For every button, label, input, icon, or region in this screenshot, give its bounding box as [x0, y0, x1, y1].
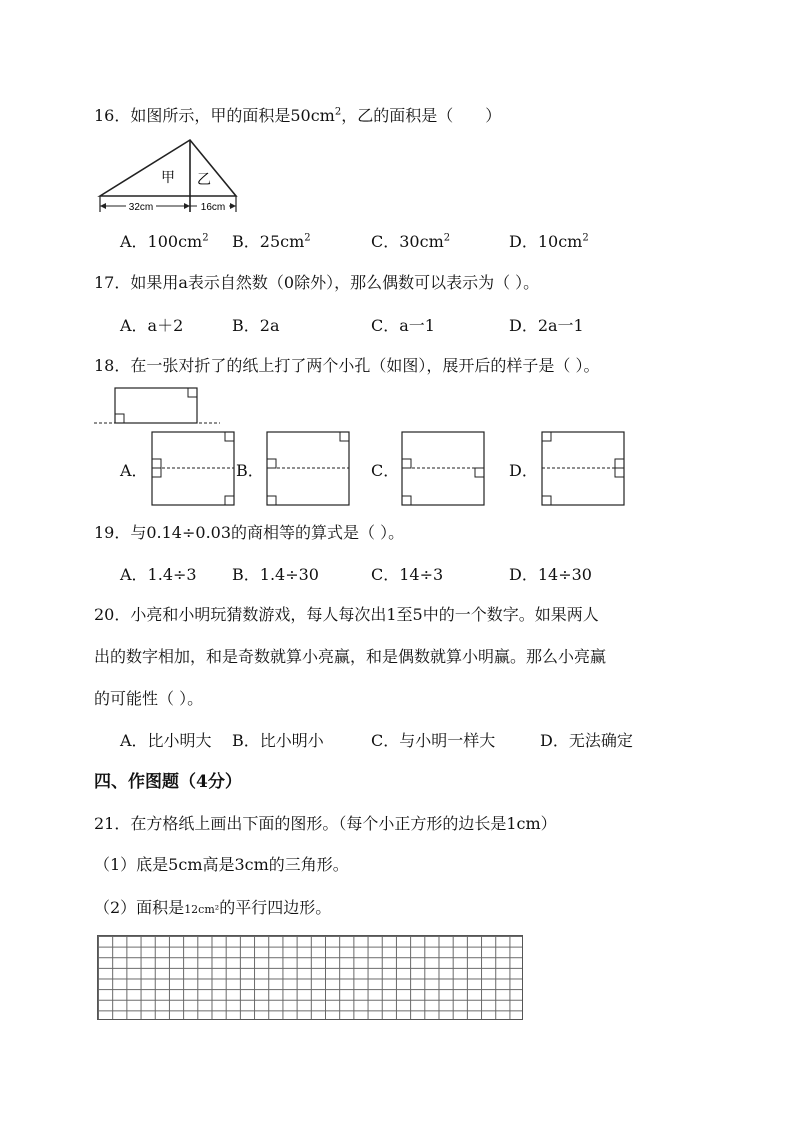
- opt-text: B．25cm: [232, 232, 305, 251]
- opt-sup: 2: [202, 232, 209, 244]
- arrow-left: [100, 203, 106, 209]
- q18-option-a-figure: [150, 431, 236, 507]
- opt-text: A．100cm: [120, 232, 203, 251]
- q18-option-a[interactable]: A．: [120, 461, 148, 480]
- q18-folded-paper-figure: [92, 386, 224, 428]
- q20-line2: 出的数字相加，和是奇数就算小亮赢，和是偶数就算小明赢。那么小亮赢: [94, 647, 607, 666]
- q16-option-a[interactable]: [120, 232, 209, 252]
- q16-stem: [94, 106, 501, 126]
- q21-sub2: [94, 898, 331, 920]
- q19-option-d[interactable]: D．14÷30: [509, 565, 592, 584]
- label-yi: 乙: [197, 172, 211, 188]
- q17-option-a[interactable]: A．a＋2: [120, 316, 184, 335]
- q21-stem: 21．在方格纸上画出下面的图形。（每个小正方形的边长是1cm）: [94, 814, 557, 833]
- q18-option-b-figure: [265, 431, 351, 507]
- dim-left-label: 32cm: [128, 202, 154, 213]
- hole-right: [188, 388, 197, 397]
- q19-option-a[interactable]: A．1.4÷3: [120, 565, 197, 584]
- q19-option-b[interactable]: B．1.4÷30: [232, 565, 319, 584]
- opt-sup: 2: [582, 232, 589, 244]
- opt-text: D．10cm: [509, 232, 583, 251]
- q21-sub1: （1）底是5cm高是3cm的三角形。: [94, 855, 349, 874]
- label-jia: 甲: [161, 170, 175, 186]
- section-title: 四、作图题（4分）: [94, 772, 242, 792]
- triangle-outline: [100, 140, 236, 196]
- q16-option-d[interactable]: [509, 232, 589, 252]
- hole-left: [115, 414, 124, 423]
- arrow-mid: [184, 203, 190, 209]
- q16-option-b[interactable]: [232, 232, 311, 252]
- q18-option-b[interactable]: B．: [236, 461, 264, 480]
- q16-triangle-figure: [94, 138, 242, 216]
- q21-sub2-post: 的平行四边形。: [219, 898, 332, 917]
- q17-option-b[interactable]: B．2a: [232, 316, 280, 335]
- q20-line1: 20．小亮和小明玩猜数游戏，每人每次出1至5中的一个数字。如果两人: [94, 605, 599, 624]
- q20-option-c[interactable]: C．与小明一样大: [371, 731, 496, 750]
- q17-stem: 17．如果用a表示自然数（0除外），那么偶数可以表示为（ ）。: [94, 273, 540, 292]
- q17-option-d[interactable]: D．2a一1: [509, 316, 584, 335]
- q16-stem-text: 16．如图所示，甲的面积是50cm: [94, 106, 335, 125]
- q18-option-c[interactable]: C．: [371, 461, 400, 480]
- dim-right-label: 16cm: [200, 202, 226, 213]
- q18-stem: 18．在一张对折了的纸上打了两个小孔（如图），展开后的样子是（ ）。: [94, 356, 600, 375]
- q18-option-d-figure: [540, 431, 626, 507]
- q21-sub2-pre: （2）面积是: [94, 898, 185, 917]
- q16-option-c[interactable]: [371, 232, 450, 252]
- opt-text: C．30cm: [371, 232, 444, 251]
- q21-sub2-area: 12cm²: [184, 903, 220, 916]
- q16-stem-tail: ，乙的面积是（ ）: [341, 106, 502, 125]
- q17-option-c[interactable]: C．a一1: [371, 316, 435, 335]
- arrow-right: [230, 203, 236, 209]
- graph-paper-grid[interactable]: [97, 935, 523, 1020]
- q20-line3: 的可能性（ ）。: [94, 689, 204, 708]
- folded-paper: [115, 388, 197, 423]
- q19-stem: 19．与0.14÷0.03的商相等的算式是（ ）。: [94, 523, 405, 542]
- opt-sup: 2: [304, 232, 311, 244]
- q16-stem-sup: 2: [334, 106, 342, 118]
- q18-option-d[interactable]: D．: [509, 461, 538, 480]
- opt-sup: 2: [443, 232, 451, 244]
- q19-option-c[interactable]: C．14÷3: [371, 565, 444, 584]
- q20-option-d[interactable]: D．无法确定: [540, 731, 633, 750]
- q20-option-b[interactable]: B．比小明小: [232, 731, 324, 750]
- q20-option-a[interactable]: A．比小明大: [120, 731, 212, 750]
- q18-option-c-figure: [400, 431, 486, 507]
